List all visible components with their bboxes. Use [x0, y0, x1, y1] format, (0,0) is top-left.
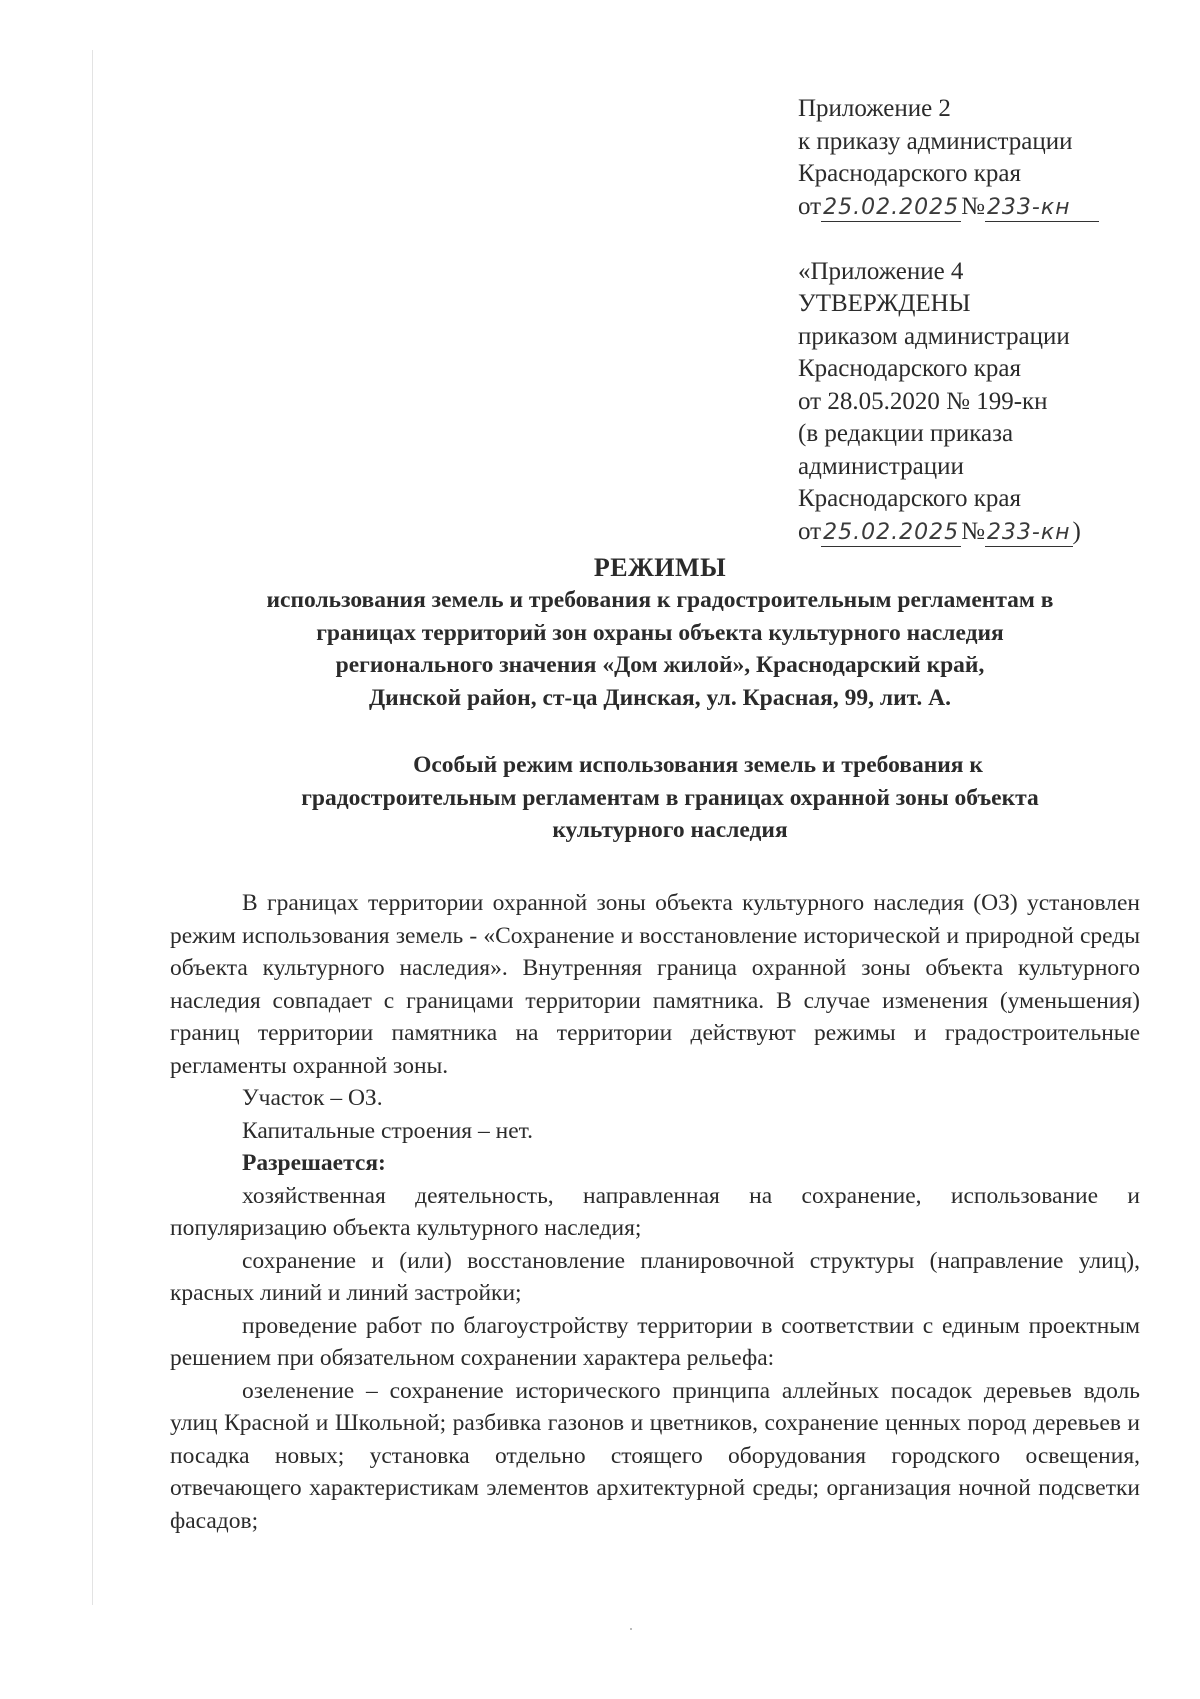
page-margin-line — [92, 50, 93, 1605]
administration-label: администрации — [798, 452, 964, 480]
date-prefix-2: от — [798, 517, 822, 545]
document-body — [170, 887, 1140, 1537]
title-main: РЕЖИМЫ — [593, 553, 727, 582]
appendix-2-label: Приложение 2 — [798, 95, 951, 122]
allowed-heading: Разрешается: — [242, 1150, 386, 1176]
approved-label: УТВЕРЖДЕНЫ — [798, 290, 971, 317]
original-order-label: от 28.05.2020 № 199-кн — [798, 387, 1048, 415]
region-label-2: Краснодарского края — [798, 355, 1021, 382]
appendix-header — [798, 93, 1178, 548]
title-line-2: границах территорий зон охраны объекта культурного наследия — [316, 619, 1004, 646]
by-order-label: приказом администрации — [798, 322, 1070, 350]
title-line-1: использования земель и требования к градостроительным регламентам в — [266, 587, 1054, 613]
capital-buildings-line: Капитальные строения – нет. — [242, 1117, 533, 1144]
title-line-3: регионального значения «Дом жилой», Краснодарский край, — [335, 652, 985, 678]
number-prefix-2: № — [961, 517, 985, 545]
date-prefix: от — [798, 192, 822, 220]
section-heading — [170, 749, 1170, 847]
section-line-1: Особый режим использования земель и требования к — [413, 752, 983, 778]
scan-speck — [630, 1628, 632, 1630]
title-line-4: Динской район, ст-ца Динская, ул. Красная, 99, лит. А. — [368, 684, 951, 711]
handwritten-number-2: 233-кн — [986, 519, 1071, 545]
appendix-4-label: «Приложение 4 — [798, 257, 964, 285]
plot-line: Участок – ОЗ. — [242, 1085, 383, 1111]
closing-paren: ) — [1072, 517, 1081, 545]
section-line-2: градостроительным регламентам в границах охранной зоны объекта — [301, 784, 1039, 811]
handwritten-date-2: 25.02.2025 — [823, 519, 960, 545]
to-order-label: к приказу администрации — [798, 127, 1073, 155]
section-line-3: культурного наследия — [552, 817, 788, 843]
allowed-item-2: сохранение и (или) восстановление планировочной структуры (направление улиц), красных линий и линий застройки; — [170, 1247, 1140, 1306]
number-prefix: № — [961, 192, 985, 220]
order-date-line — [798, 191, 1178, 224]
handwritten-number: 233-кн — [985, 195, 1099, 222]
document-title — [160, 552, 1160, 714]
edition-date-line — [798, 516, 1178, 549]
allowed-item-1: хозяйственная деятельность, направленная на сохранение, использование и популяризацию объекта культурного наследия; — [170, 1182, 1140, 1241]
body-paragraph-1: В границах территории охранной зоны объекта культурного наследия (ОЗ) установлен режим использования земель - «Сохранение и восстановление исторической и природной среды объекта культурного наследия». Внутренняя граница охранной зоны объекта культурного наследия совпадает с границами территории памятника. В случае изменения (уменьшения) границ территории памятника на территории действуют режимы и градостроительные регламенты охранной зоны. — [170, 890, 1140, 1079]
region-label: Краснодарского края — [798, 160, 1021, 187]
handwritten-date: 25.02.2025 — [823, 194, 960, 220]
allowed-item-3: проведение работ по благоустройству территории в соответствии с единым проектным решением при обязательном сохранении характера рельефа: — [170, 1312, 1140, 1371]
region-label-3: Краснодарского края — [798, 485, 1021, 512]
allowed-item-4: озеленение – сохранение исторического принципа аллейных посадок деревьев вдоль улиц Красной и Школьной; разбивка газонов и цветников, сохранение ценных пород деревьев и посадка новых; установка отдельно стоящего оборудования городского освещения, отвечающего характеристикам элементов архитектурной среды; организация ночной подсветки фасадов; — [170, 1377, 1140, 1534]
edition-label: (в редакции приказа — [798, 420, 1014, 447]
